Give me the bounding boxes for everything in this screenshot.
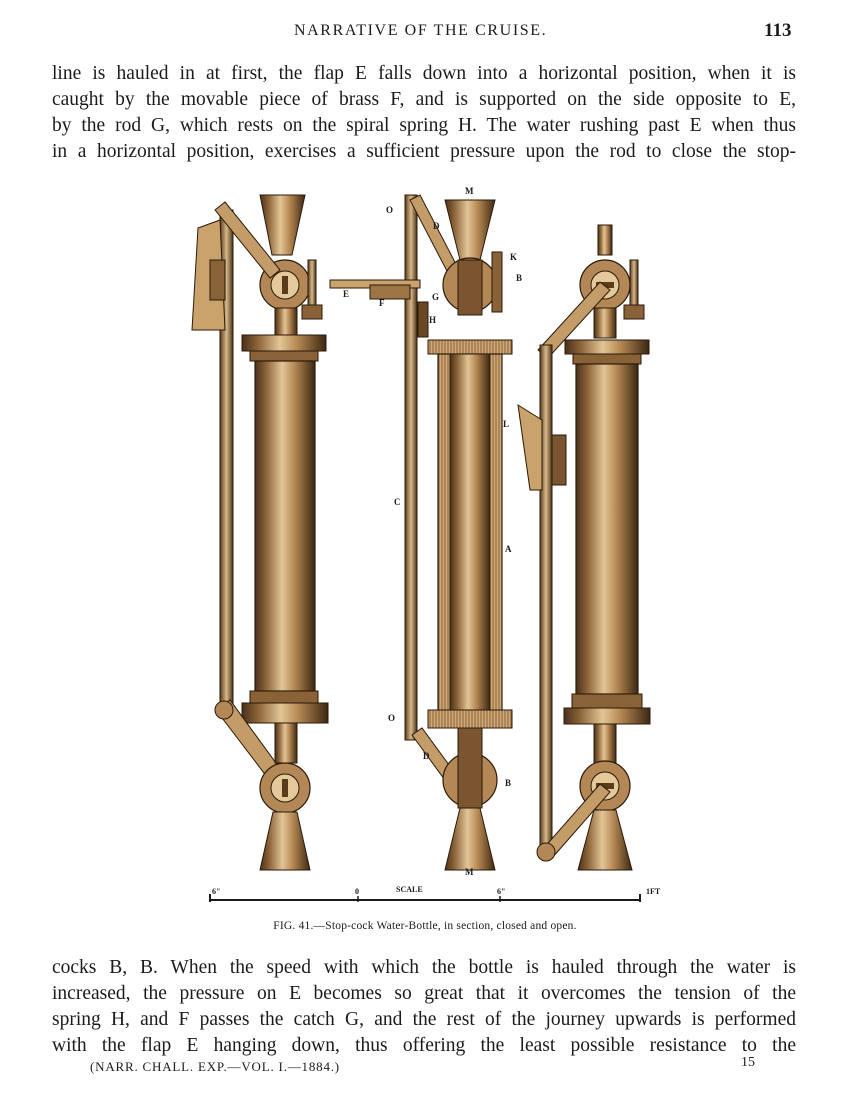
scale-bar bbox=[200, 880, 670, 910]
text-line: cocks B, B. When the speed with which the bottle is hauled through the water is bbox=[52, 957, 796, 978]
label-b-top: B bbox=[516, 273, 523, 283]
scale-mid-mark: 6" bbox=[497, 887, 506, 896]
scale-title: SCALE bbox=[396, 885, 423, 894]
scale-right-mark: 1FT bbox=[646, 887, 661, 896]
text-line: caught by the movable piece of brass F, and is supported on the side opposite to E, bbox=[52, 89, 796, 110]
water-bottle-illustration bbox=[180, 180, 680, 895]
label-e: E bbox=[343, 289, 350, 299]
label-a: A bbox=[505, 544, 512, 554]
label-c: C bbox=[394, 497, 401, 507]
label-o-bottom: O bbox=[388, 713, 396, 723]
body-paragraph-bottom bbox=[52, 955, 796, 1059]
running-head bbox=[0, 20, 850, 44]
label-m-top: M bbox=[465, 186, 474, 196]
text-line: with the flap E hanging down, thus offering the least possible resistance to the bbox=[52, 1035, 796, 1056]
label-h: H bbox=[429, 315, 437, 325]
body-paragraph-top bbox=[52, 61, 796, 165]
label-f: F bbox=[379, 298, 385, 308]
text-line: spring H, and F passes the catch G, and the rest of the journey upwards is performed bbox=[52, 1009, 796, 1030]
label-l: L bbox=[503, 419, 510, 429]
label-g: G bbox=[432, 292, 440, 302]
right-bottle bbox=[518, 225, 650, 870]
scale-left-mark: 6" bbox=[212, 887, 221, 896]
figure-caption: FIG. 41.—Stop-cock Water-Bottle, in section, closed and open. bbox=[273, 920, 577, 932]
label-d-bottom: D bbox=[423, 751, 430, 761]
running-title: NARRATIVE OF THE CRUISE. bbox=[294, 22, 548, 39]
text-line: increased, the pressure on E becomes so great that it overcomes the tension of the bbox=[52, 983, 796, 1004]
footer-signature-mark: 15 bbox=[741, 1055, 755, 1070]
label-o-top: O bbox=[386, 205, 394, 215]
text-line: by the rod G, which rests on the spiral spring H. The water rushing past E when thus bbox=[52, 115, 796, 136]
label-b-bottom: B bbox=[505, 778, 512, 788]
page-number: 113 bbox=[764, 20, 792, 41]
label-k: K bbox=[510, 252, 518, 262]
footer-signature: (NARR. CHALL. EXP.—VOL. I.—1884.) bbox=[90, 1059, 340, 1074]
middle-bottle-section bbox=[330, 195, 512, 870]
label-d-top: D bbox=[433, 221, 440, 231]
label-m-bottom: M bbox=[465, 867, 474, 877]
text-line: line is hauled in at first, the flap E falls down into a horizontal position, when it is bbox=[52, 63, 796, 84]
text-line: in a horizontal position, exercises a sufficient pressure upon the rod to close the stop- bbox=[52, 141, 796, 162]
left-bottle bbox=[192, 195, 328, 870]
scale-zero-mark: 0 bbox=[355, 887, 359, 896]
